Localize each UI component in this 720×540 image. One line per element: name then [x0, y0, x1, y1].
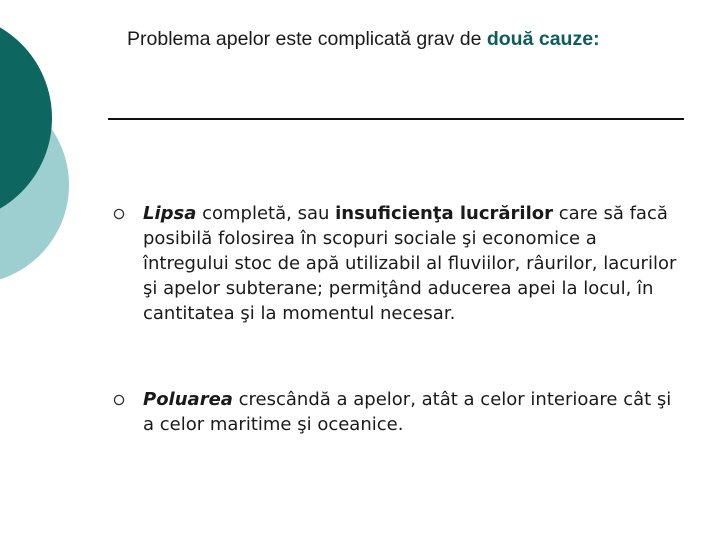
- title-text-start: Problema apelor este complicată grav de: [127, 28, 487, 50]
- bullet-text-part: completă, sau: [196, 203, 336, 224]
- bullet-text-part: care să facă posibilă folosirea în scopuri sociale şi economice a întregului stoc de apă utilizabil al fluviilor, râurilor, lacurilor şi apelor subterane; permiţând aducerea apei la locul, în cantitatea şi la momentul necesar.: [143, 203, 677, 324]
- title-text-end: cauze:: [533, 28, 600, 50]
- bullet-keyword: Lipsa: [143, 203, 197, 224]
- decorative-circles: [0, 0, 110, 300]
- bullet-emphasis: insuficienţa lucrărilor: [335, 203, 554, 224]
- bullet-text: [143, 201, 688, 326]
- bullet-text-part: crescândă a apelor, atât a celor interioare cât şi a celor maritime şi oceanice.: [143, 389, 672, 435]
- bullet-circle-icon: [112, 393, 126, 407]
- bullet-keyword: Poluarea: [143, 389, 233, 410]
- bullet-text: [143, 387, 688, 437]
- title-divider: [108, 118, 684, 120]
- bullet-circle-icon: [112, 207, 126, 221]
- title-highlight: două: [486, 28, 534, 50]
- slide-title: [127, 24, 667, 54]
